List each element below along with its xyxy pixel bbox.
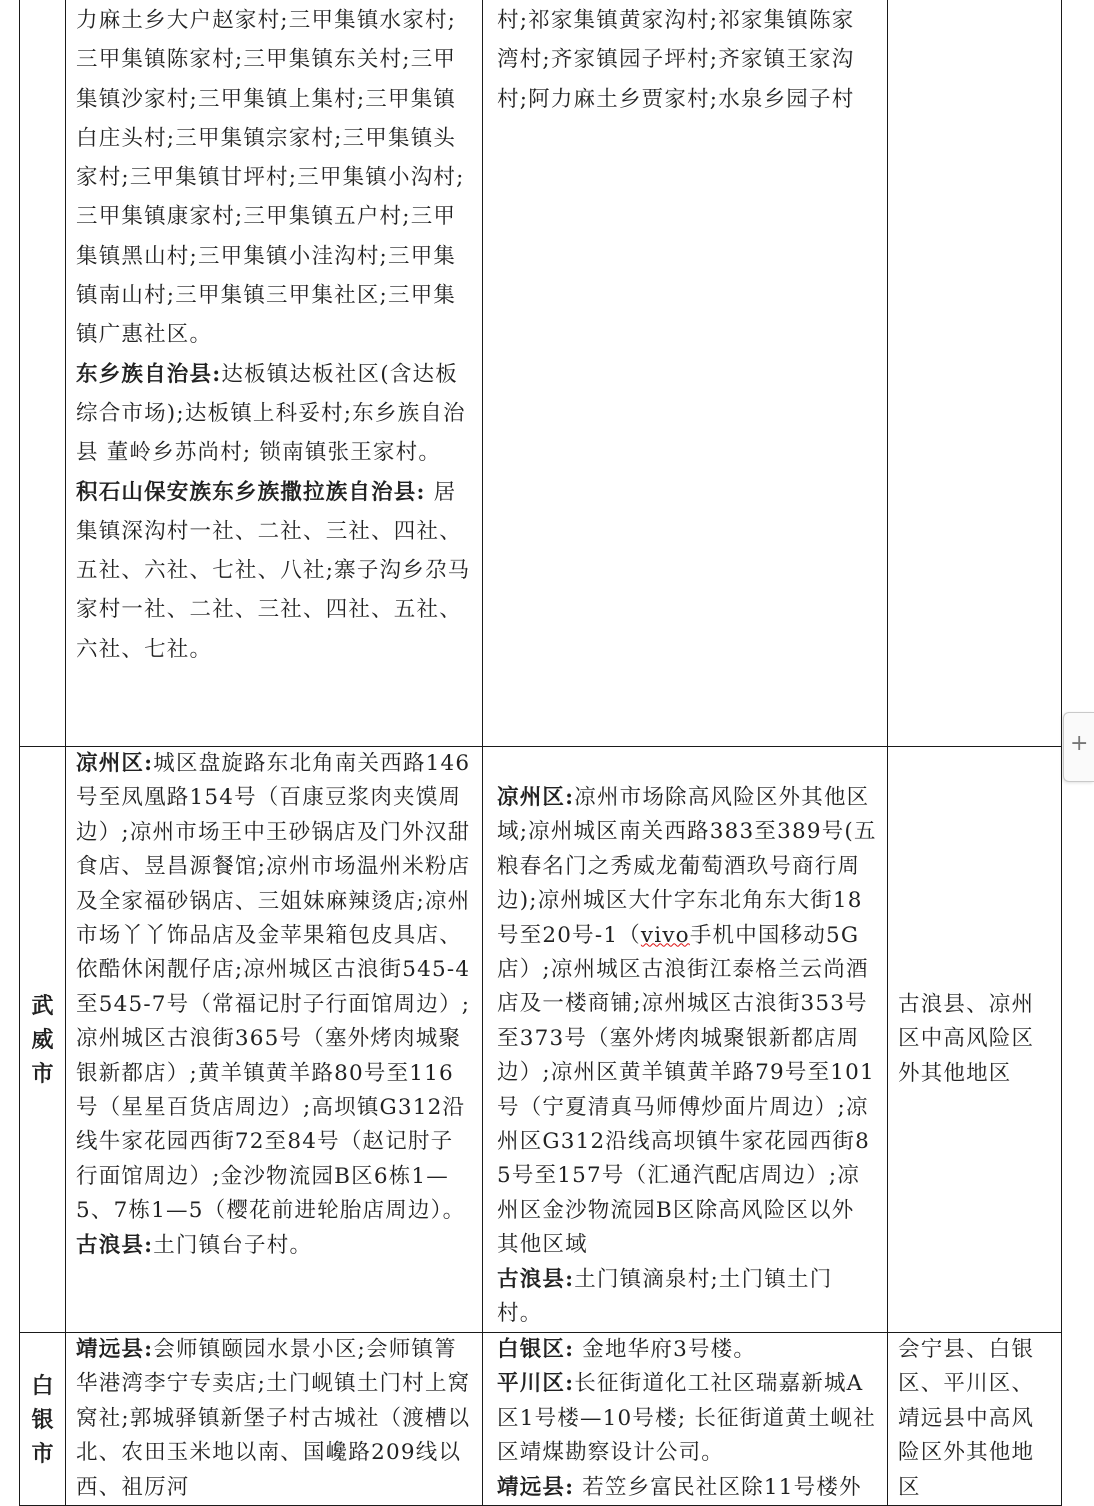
spellcheck-word: vivo [640,922,690,948]
paragraph: 村;祁家集镇黄家沟村;祁家集镇陈家湾村;齐家镇园子坪村;齐家镇王家沟村;阿力麻土乡贾家村;水泉乡园子村 [497,8,855,112]
paragraph: 积石山保安族东乡族撒拉族自治县: 居集镇深沟村一社、二社、三社、四社、五社、六社、七社、八社;寨子沟乡尕马家村一社、二社、三社、四社、五社、六社、七社。 [76,479,471,662]
low-risk-text: 古浪县、凉州区中高风险区外其他地区 [898,991,1035,1086]
low-risk-cell [888,1333,1062,1506]
paragraph: 平川区:长征街道化工社区瑞嘉新城A区1号楼—10号楼; 长征街道黄土岘社区靖煤勘察设计公司。 [497,1371,876,1466]
high-risk-cell [66,747,483,1333]
paragraph: 凉州区:城区盘旋路东北角南关西路146号至凤凰路154号（百康豆浆肉夹馍周边）;凉州市场王中王砂锅店及门外汉甜食店、昱昌源餐馆;凉州市场温州米粉店及全家福砂锅店、三姐妹麻辣烫店;凉州市场丫丫饰品店及金苹果箱包皮具店、依酷休闲靓仔店;凉州城区古浪街545-4至545-7号（常福记肘子行面馆周边）;凉州城区古浪街365号（塞外烤肉城聚银新都店）;黄羊镇黄羊路80号至116号（星星百货店周边）;高坝镇G312沿线牛家花园西街72至84号（赵记肘子行面馆周边）;金沙物流园B区6栋1—5、7栋1—5（樱花前进轮胎店周边）。 [76,751,471,1224]
low-risk-cell [888,0,1062,747]
table-row [20,747,1062,1333]
medium-risk-cell [483,1333,888,1506]
city-name: 白银市 [31,1373,54,1467]
table-row [20,1333,1062,1506]
paragraph: 凉州区:凉州市场除高风险区外其他区域;凉州城区南关西路383至389号(五粮春名门之秀威龙葡萄酒玖号商行周边);凉州城区大什字东北角东大街18号至20号-1（vivo手机中国移动5G店）;凉州城区古浪街江泰格兰云尚酒店及一楼商铺;凉州城区古浪街353号至373号（塞外烤肉城聚银新都店周边）;凉州区黄羊镇黄羊路79号至101号（宁夏清真马师傅炒面片周边）;凉州区G312沿线高坝镇牛家花园西街85号至157号（汇通汽配店周边）;凉州区金沙物流园B区除高风险区以外其他区域 [497,785,877,1258]
table-row [20,0,1062,747]
medium-risk-cell [483,0,888,747]
paragraph: 力麻土乡大户赵家村;三甲集镇水家村;三甲集镇陈家村;三甲集镇东关村;三甲集镇沙家村;三甲集镇上集村;三甲集镇白庄头村;三甲集镇宗家村;三甲集镇头家村;三甲集镇甘坪村;三甲集镇小沟村;三甲集镇康家村;三甲集镇五户村;三甲集镇黑山村;三甲集镇小洼沟村;三甲集镇南山村;三甲集镇三甲集社区;三甲集镇广惠社区。 [76,8,465,348]
city-cell [20,1333,66,1506]
city-cell [20,747,66,1333]
city-name: 武威市 [31,992,54,1087]
low-risk-text: 会宁县、白银区、平川区、靖远县中高风险区外其他地区 [898,1337,1035,1500]
paragraph: 靖远县:会师镇颐园水景小区;会师镇箐华港湾李宁专卖店;土门岘镇土门村上窝窝社;郭城驿镇新堡子村古城社（渡槽以北、农田玉米地以南、国巉路209线以西、祖厉河 [76,1337,471,1500]
paragraph: 古浪县:土门镇滴泉村;土门镇土门村。 [497,1266,833,1327]
paragraph: 靖远县: 若笠乡富民社区除11号楼外 [497,1474,862,1500]
side-expand-tab[interactable] [1063,712,1094,782]
plus-icon: + [1070,731,1089,756]
high-risk-cell [66,0,483,747]
paragraph: 古浪县:土门镇台子村。 [76,1232,313,1258]
high-risk-cell [66,1333,483,1506]
city-cell [20,0,66,747]
paragraph: 东乡族自治县:达板镇达板社区(含达板综合市场);达板镇上科妥村;东乡族自治县 董岭乡苏尚村; 锁南镇张王家村。 [76,361,466,466]
paragraph: 白银区: 金地华府3号楼。 [497,1337,757,1362]
medium-risk-cell [483,747,888,1333]
low-risk-cell [888,747,1062,1333]
risk-area-table [19,0,1062,1506]
